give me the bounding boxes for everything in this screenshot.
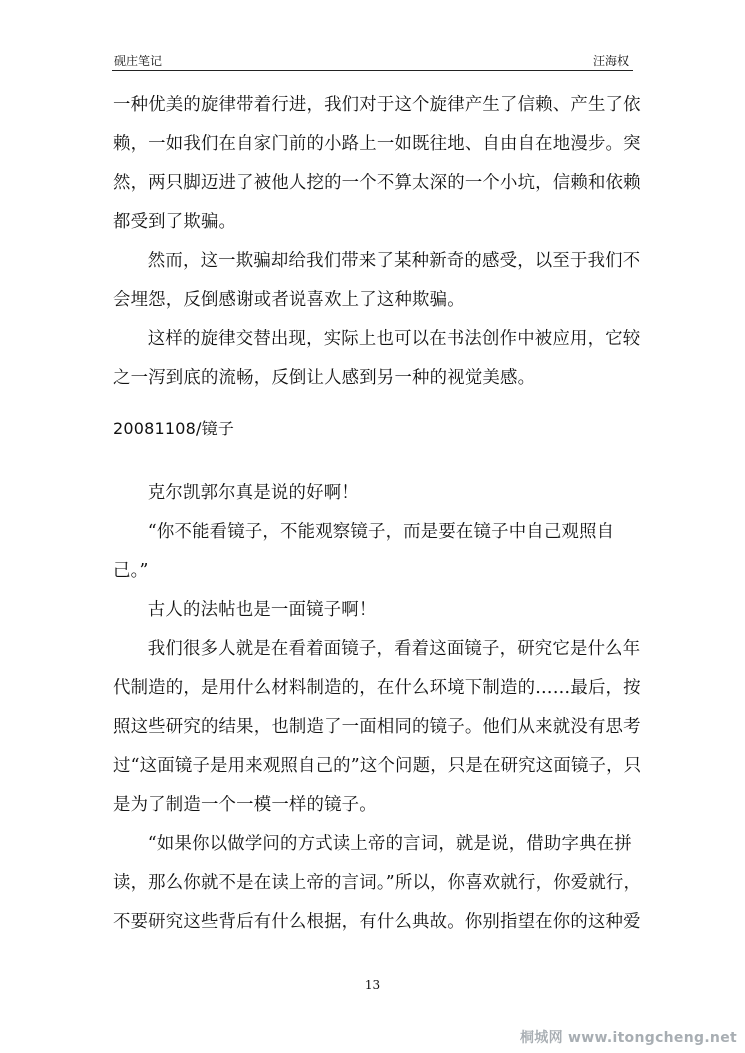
paragraph: 然而，这一欺骗却给我们带来了某种新奇的感受，以至于我们不会埋怨，反倒感谢或者说喜欢上了这种欺骗。	[113, 251, 641, 310]
section-gap	[113, 448, 643, 474]
running-header	[112, 50, 633, 71]
quote-paragraph: “你不能看镜子，不能观察镜子，而是要在镜子中自己观照自己。”	[113, 522, 615, 581]
paragraph-continued: 一种优美的旋律带着行进，我们对于这个旋律产生了信赖、产生了依赖，一如我们在自家门前的小路上一如既往地、自由自在地漫步。突然，两只脚迈进了被他人挖的一个不算太深的一个小坑，信赖和依赖都受到了欺骗。	[113, 95, 641, 232]
header-book-title: 砚庄笔记	[114, 54, 163, 68]
site-watermark: 桐城网 www.itongcheng.net	[519, 1030, 737, 1046]
page-body	[113, 86, 643, 942]
section-heading: 20081108/镜子	[113, 419, 235, 438]
paragraph: 克尔凯郭尔真是说的好啊！	[147, 483, 359, 503]
quote-paragraph: “如果你以做学问的方式读上帝的言词，就是说，借助字典在拼读，那么你就不是在读上帝的言词。”所以，你喜欢就行，你爱就行，不要研究这些背后有什么根据，有什么典故。你别指望在你的这种爱	[113, 834, 642, 932]
header-author: 汪海权	[592, 54, 629, 68]
paragraph: 我们很多人就是在看着面镜子，看着这面镜子，研究它是什么年代制造的，是用什么材料制造的，在什么环境下制造的……最后，按照这些研究的结果，也制造了一面相同的镜子。他们从来就没有思考过“这面镜子是用来观照自己的”这个问题，只是在研究这面镜子，只是为了制造一个一模一样的镜子。	[113, 639, 642, 815]
paragraph: 这样的旋律交替出现，实际上也可以在书法创作中被应用，它较之一泻到底的流畅，反倒让人感到另一种的视觉美感。	[113, 329, 641, 388]
page-number: 13	[364, 978, 381, 992]
paragraph: 古人的法帖也是一面镜子啊！	[147, 600, 377, 620]
section-gap	[113, 398, 643, 409]
